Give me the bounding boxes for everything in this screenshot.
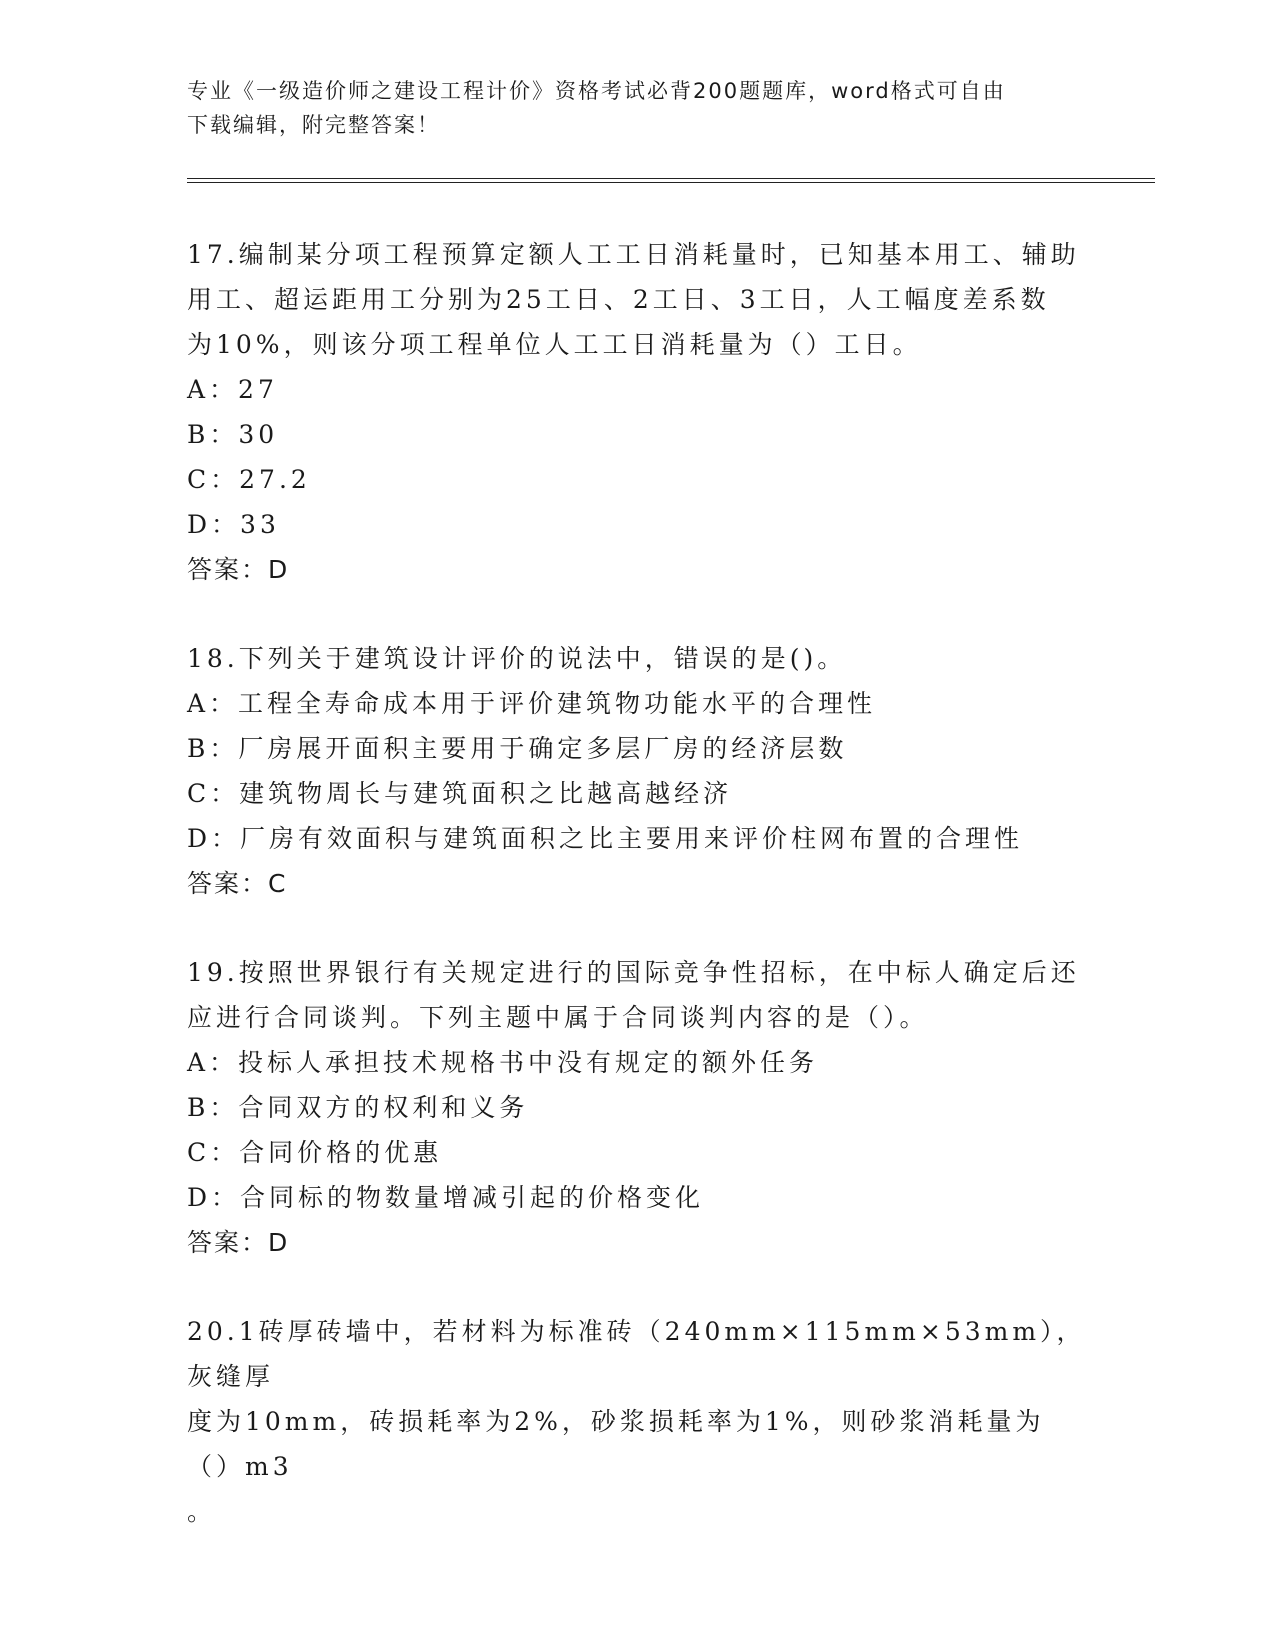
- stem-line: 。: [187, 1497, 217, 1526]
- option-d: D：33: [187, 510, 280, 539]
- option-b: B：30: [187, 420, 279, 449]
- page-header: [187, 74, 1087, 142]
- stem-line: 应进行合同谈判。下列主题中属于合同谈判内容的是（）。: [187, 1003, 929, 1032]
- stem-line: 20.1砖厚砖墙中，若材料为标准砖（240mm×115mm×53mm），灰缝厚: [187, 1317, 1086, 1391]
- question-stem: [187, 1309, 1087, 1534]
- question-stem: [187, 232, 1087, 367]
- question-20: [187, 1309, 1087, 1534]
- header-line-1: 专业《一级造价师之建设工程计价》资格考试必背200题题库，word格式可自由: [187, 79, 1006, 103]
- question-18: [187, 636, 1087, 906]
- option-c: C：27.2: [187, 465, 311, 494]
- option-a: A：工程全寿命成本用于评价建筑物功能水平的合理性: [187, 689, 877, 718]
- stem-line: 为10%，则该分项工程单位人工工日消耗量为（）工日。: [187, 330, 922, 359]
- stem-line: 度为10mm，砖损耗率为2%，砂浆损耗率为1%，则砂浆消耗量为（）m3: [187, 1407, 1045, 1481]
- answer-line: 答案：C: [187, 869, 288, 898]
- option-c: C：建筑物周长与建筑面积之比越高越经济: [187, 779, 733, 808]
- option-c: C：合同价格的优惠: [187, 1138, 443, 1167]
- answer-line: 答案：D: [187, 1228, 290, 1257]
- option-a: A：27: [187, 375, 278, 404]
- stem-line: 18.下列关于建筑设计评价的说法中，错误的是()。: [187, 644, 847, 673]
- option-d: D：厂房有效面积与建筑面积之比主要用来评价柱网布置的合理性: [187, 824, 1024, 853]
- header-divider-bottom: [187, 182, 1155, 183]
- option-b: B：合同双方的权利和义务: [187, 1093, 529, 1122]
- question-19: [187, 950, 1087, 1265]
- option-b: B：厂房展开面积主要用于确定多层厂房的经济层数: [187, 734, 848, 763]
- question-stem: [187, 950, 1087, 1040]
- answer-line: 答案：D: [187, 555, 290, 584]
- header-line-2: 下载编辑，附完整答案！: [187, 113, 440, 137]
- option-d: D：合同标的物数量增减引起的价格变化: [187, 1183, 705, 1212]
- question-17: [187, 232, 1087, 592]
- option-a: A：投标人承担技术规格书中没有规定的额外任务: [187, 1048, 819, 1077]
- question-list: [187, 232, 1087, 1578]
- question-stem: [187, 636, 1087, 681]
- stem-line: 17.编制某分项工程预算定额人工工日消耗量时，已知基本用工、辅助: [187, 240, 1080, 269]
- header-divider-top: [187, 178, 1155, 179]
- stem-line: 用工、超运距用工分别为25工日、2工日、3工日，人工幅度差系数: [187, 285, 1050, 314]
- stem-line: 19.按照世界银行有关规定进行的国际竞争性招标，在中标人确定后还: [187, 958, 1080, 987]
